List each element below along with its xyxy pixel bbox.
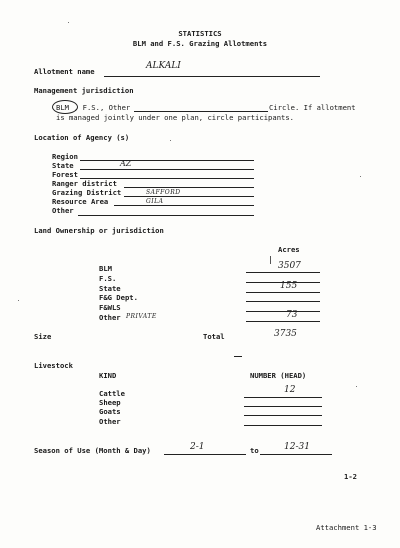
ranger-district-label: Ranger district bbox=[52, 179, 117, 188]
allotment-name-line bbox=[104, 76, 320, 77]
acres-tick bbox=[270, 256, 271, 264]
grazing-district-line bbox=[124, 196, 254, 197]
total-label: Total bbox=[203, 332, 225, 341]
livestock-row-cattle-label: Cattle bbox=[99, 389, 125, 398]
livestock-row-other-label: Other bbox=[99, 417, 121, 426]
other-agency-label: Other bbox=[52, 206, 74, 215]
livestock-row-cattle-value: 12 bbox=[284, 385, 296, 395]
location-heading: Location of Agency (s) bbox=[34, 133, 130, 142]
land-row-state-label: State bbox=[99, 284, 121, 293]
grazing-district-label: Grazing District bbox=[52, 188, 122, 197]
livestock-row-goats-line bbox=[244, 415, 322, 416]
region-line bbox=[80, 160, 254, 161]
resource-area-label: Resource Area bbox=[52, 197, 109, 206]
land-row-state-line bbox=[246, 292, 320, 293]
grazing-district-value: SAFFORD bbox=[146, 189, 181, 196]
livestock-row-sheep-line bbox=[244, 406, 322, 407]
kind-header: KIND bbox=[99, 371, 117, 380]
land-row-blm-line bbox=[246, 272, 320, 273]
land-row-other-value: 73 bbox=[286, 310, 298, 320]
management-option-blm: BLM bbox=[56, 103, 69, 112]
land-row-fs-label: F.S. bbox=[99, 274, 117, 283]
season-to-label: to bbox=[250, 446, 259, 455]
management-other-line bbox=[134, 111, 268, 112]
form-subtitle: BLM and F.S. Grazing Allotments bbox=[132, 39, 268, 48]
management-circle-text: Circle. If allotment bbox=[269, 103, 356, 112]
attachment-label: Attachment 1-3 bbox=[316, 523, 377, 532]
state-label: State bbox=[52, 161, 74, 170]
land-row-fwls-line bbox=[246, 311, 320, 312]
total-value: 3735 bbox=[274, 329, 297, 339]
land-row-fg-label: F&G Dept. bbox=[99, 293, 138, 302]
season-from-line bbox=[164, 454, 246, 455]
scan-speck bbox=[360, 176, 361, 177]
resource-area-value: GILA bbox=[146, 198, 164, 205]
management-options: , F.S., Other bbox=[74, 103, 131, 112]
land-row-fg-line bbox=[246, 301, 320, 302]
land-heading: Land Ownership or jurisdiction bbox=[34, 226, 164, 235]
scan-speck bbox=[170, 140, 171, 141]
management-heading: Management jurisdiction bbox=[34, 86, 134, 95]
ranger-district-line bbox=[124, 187, 254, 188]
state-value: AZ bbox=[120, 159, 132, 168]
management-instructions: is managed jointly under one plan, circle participants. bbox=[56, 113, 294, 122]
land-row-other-label: Other bbox=[99, 313, 121, 322]
land-row-other-note: PRIVATE bbox=[126, 313, 157, 320]
season-from-value: 2-1 bbox=[190, 442, 205, 452]
livestock-row-other-line bbox=[244, 425, 322, 426]
resource-area-line bbox=[114, 205, 254, 206]
season-label: Season of Use (Month & Day) bbox=[34, 446, 151, 455]
acres-header: Acres bbox=[278, 245, 300, 254]
dash-mark bbox=[234, 356, 242, 357]
number-header: NUMBER (HEAD) bbox=[250, 371, 307, 380]
land-row-other-line bbox=[246, 321, 320, 322]
scan-speck bbox=[356, 386, 357, 387]
forest-label: Forest bbox=[52, 170, 78, 179]
scan-speck bbox=[68, 22, 69, 23]
region-label: Region bbox=[52, 152, 78, 161]
season-to-line bbox=[260, 454, 332, 455]
form-title: STATISTICS bbox=[178, 29, 222, 38]
livestock-row-cattle-line bbox=[244, 397, 322, 398]
scan-speck bbox=[18, 300, 19, 301]
livestock-row-sheep-label: Sheep bbox=[99, 398, 121, 407]
state-line bbox=[80, 169, 254, 170]
land-row-fwls-label: F&WLS bbox=[99, 303, 121, 312]
allotment-name-label: Allotment name bbox=[34, 67, 95, 76]
page-number: 1-2 bbox=[344, 472, 357, 481]
land-row-blm-value: 3507 bbox=[278, 261, 301, 271]
livestock-row-goats-label: Goats bbox=[99, 407, 121, 416]
allotment-name-value: ALKALI bbox=[146, 61, 181, 71]
size-label: Size bbox=[34, 332, 52, 341]
livestock-heading: Livestock bbox=[34, 361, 73, 370]
other-agency-line bbox=[78, 215, 254, 216]
season-to-value: 12-31 bbox=[284, 442, 310, 452]
land-row-state-value: 155 bbox=[280, 281, 298, 291]
land-row-blm-label: BLM bbox=[99, 264, 112, 273]
